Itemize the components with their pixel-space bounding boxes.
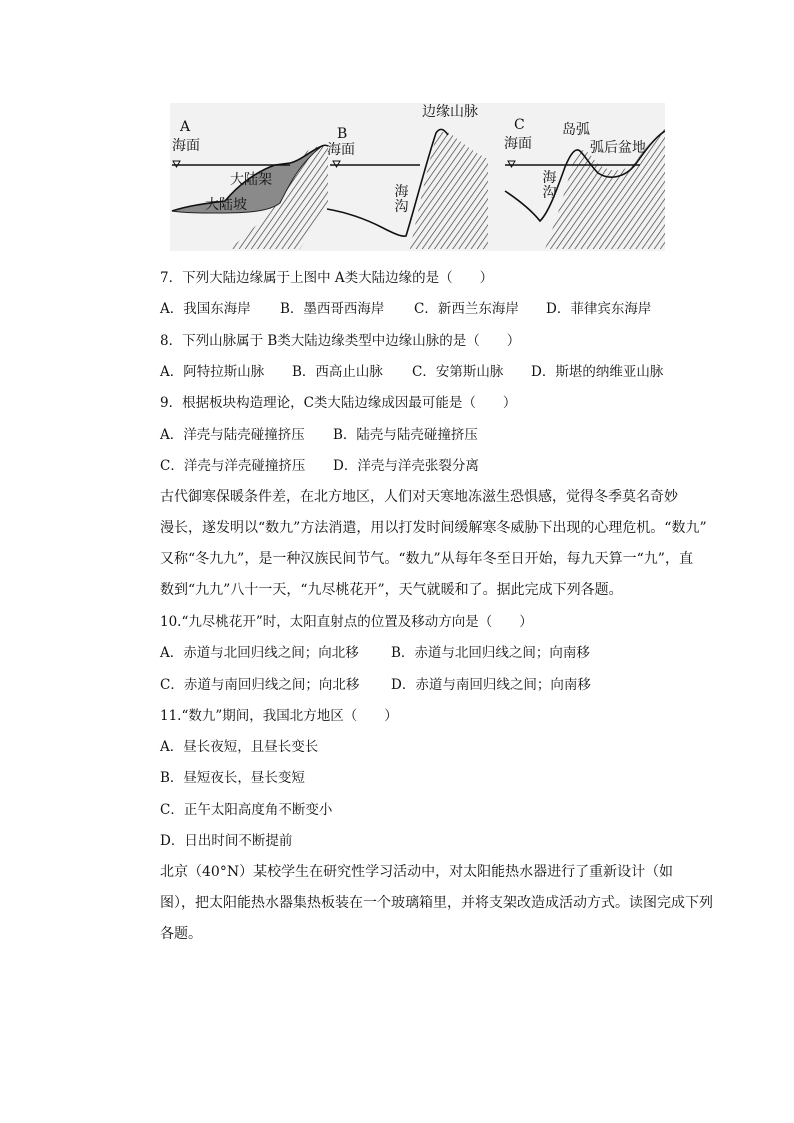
continental-margin-figure bbox=[170, 103, 665, 251]
passage1-line-4: 数到“九九”八十一天，“九尽桃花开”，天气就暖和了。据此完成下列各题。 bbox=[160, 582, 623, 598]
q10-option-d[interactable]: D．赤道与南回归线之间；向南移 bbox=[391, 677, 591, 693]
panel-c-letter: C bbox=[514, 117, 525, 133]
q9-option-b[interactable]: B．陆壳与陆壳碰撞挤压 bbox=[333, 427, 478, 443]
panel-b-sea-level: 海面 bbox=[327, 142, 355, 158]
q7-option-c[interactable]: C．新西兰东海岸 bbox=[414, 301, 519, 317]
q10-stem: 10.“九尽桃花开”时，太阳直射点的位置及移动方向是（ ） bbox=[160, 614, 533, 630]
q8-stem: 8．下列山脉属于 B类大陆边缘类型中边缘山脉的是（ ） bbox=[160, 333, 521, 349]
passage1-line-2: 漫长，遂发明以“数九”方法消遣，用以打发时间缓解寒冬威胁下出现的心理危机。“数九” bbox=[160, 520, 707, 536]
q7-option-b[interactable]: B．墨西哥西海岸 bbox=[280, 301, 385, 317]
q9-option-d[interactable]: D．洋壳与洋壳张裂分离 bbox=[333, 458, 479, 474]
passage1-line-3: 又称“冬九九”，是一种汉族民间节气。“数九”从每年冬至日开始，每九天算一“九”，直 bbox=[160, 551, 693, 567]
q8-option-b[interactable]: B．西高止山脉 bbox=[292, 364, 383, 380]
passage2-line-3: 各题。 bbox=[160, 926, 202, 942]
q11-option-d[interactable]: D．日出时间不断提前 bbox=[160, 833, 293, 849]
q10-option-b[interactable]: B．赤道与北回归线之间；向南移 bbox=[391, 645, 590, 661]
q8-option-a[interactable]: A．阿特拉斯山脉 bbox=[160, 364, 265, 380]
passage2-line-2: 图），把太阳能热水器集热板装在一个玻璃箱里，并将支架改造成活动方式。读图完成下列 bbox=[160, 895, 713, 911]
panel-c-arc-label: 岛弧 bbox=[562, 122, 590, 138]
panel-a-shelf-label: 大陆架 bbox=[230, 172, 272, 188]
q8-option-d[interactable]: D．斯堪的纳维亚山脉 bbox=[531, 364, 664, 380]
passage1-line-1: 古代御寒保暖条件差，在北方地区，人们对天寒地冻滋生恐惧感，觉得冬季莫名奇妙 bbox=[160, 489, 678, 505]
q11-option-c[interactable]: C．正午太阳高度角不断变小 bbox=[160, 802, 333, 818]
panel-c-sea-level: 海面 bbox=[504, 136, 532, 152]
q9-stem: 9．根据板块构造理论，C类大陆边缘成因最可能是（ ） bbox=[160, 395, 517, 411]
q9-option-a[interactable]: A．洋壳与陆壳碰撞挤压 bbox=[160, 427, 305, 443]
q10-option-a[interactable]: A．赤道与北回归线之间；向北移 bbox=[160, 645, 359, 661]
q7-stem: 7．下列大陆边缘属于上图中 A类大陆边缘的是（ ） bbox=[160, 270, 494, 286]
panel-a-slope-label: 大陆坡 bbox=[205, 197, 247, 213]
q10-option-c[interactable]: C．赤道与南回归线之间；向北移 bbox=[160, 677, 360, 693]
panel-a-sea-level: 海面 bbox=[172, 138, 200, 154]
panel-a-letter: A bbox=[180, 119, 191, 135]
panel-c-trench-label: 海沟 bbox=[542, 170, 557, 201]
panel-b-letter: B bbox=[337, 126, 348, 142]
panel-b-mountain-label: 边缘山脉 bbox=[422, 104, 478, 120]
q11-option-b[interactable]: B．昼短夜长，昼长变短 bbox=[160, 770, 305, 786]
panel-a-diagram bbox=[172, 145, 328, 249]
panel-b-trench-label: 海沟 bbox=[394, 184, 409, 215]
q8-option-c[interactable]: C．安第斯山脉 bbox=[412, 364, 504, 380]
q11-stem: 11.“数九”期间，我国北方地区（ ） bbox=[160, 708, 398, 724]
passage2-line-1: 北京（40°N）某校学生在研究性学习活动中，对太阳能热水器进行了重新设计（如 bbox=[160, 864, 674, 880]
panel-c-basin-label: 弧后盆地 bbox=[590, 140, 646, 156]
q7-option-d[interactable]: D．菲律宾东海岸 bbox=[546, 301, 652, 317]
q7-option-a[interactable]: A．我国东海岸 bbox=[160, 301, 251, 317]
q9-option-c[interactable]: C．洋壳与洋壳碰撞挤压 bbox=[160, 458, 306, 474]
q11-option-a[interactable]: A．昼长夜短，且昼长变长 bbox=[160, 739, 319, 755]
